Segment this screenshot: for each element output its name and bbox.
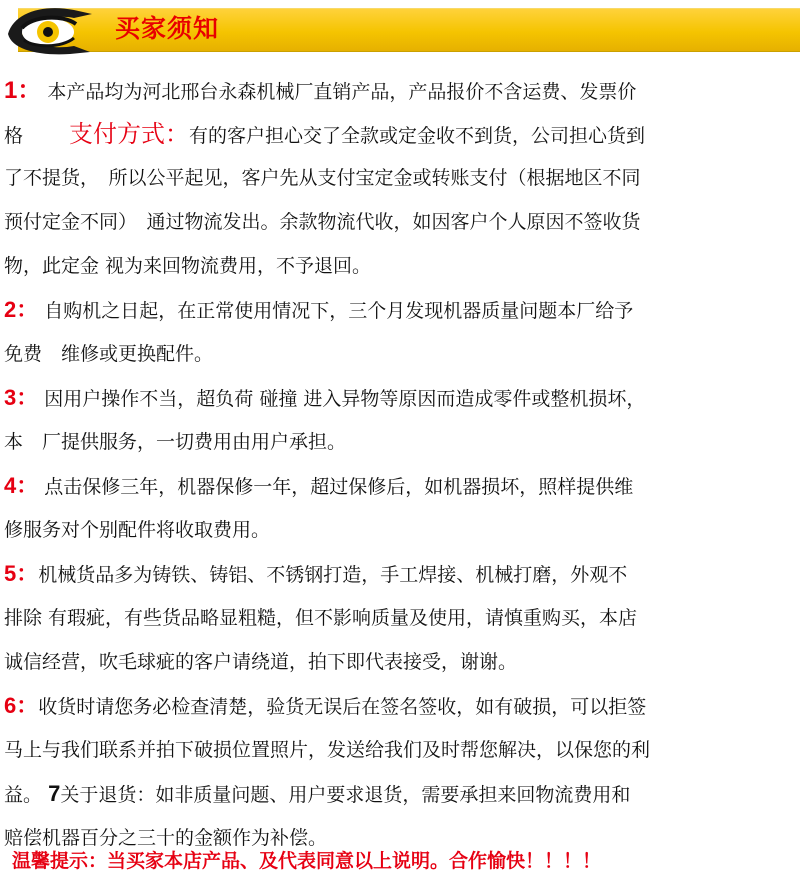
item-number-7: 7 xyxy=(48,781,61,806)
item-text: 自购机之日起，在正常使用情况下，三个月发现机器质量问题本厂给予 xyxy=(44,300,634,322)
notice-item-6-line-1 xyxy=(4,684,794,728)
notice-item-1-line-1 xyxy=(4,70,794,112)
page-title: 买家须知 xyxy=(115,14,220,43)
item-text: 有的客户担心交了全款或定金收不到货，公司担心货到 xyxy=(189,125,646,147)
item-number: 6： xyxy=(4,693,39,718)
warm-reminder-note: 温馨提示：当买家本店产品、及代表同意以上说明。合作愉快！！！！ xyxy=(12,850,602,872)
notice-item-4-line-2 xyxy=(4,508,794,552)
item-number: 2： xyxy=(4,297,39,322)
notice-item-3-line-2 xyxy=(4,420,794,464)
item-text: 本 厂提供服务，一切费用由用户承担。 xyxy=(4,431,347,453)
item-text: 益。 xyxy=(4,784,43,806)
item-text: 赔偿机器百分之三十的金额作为补偿。 xyxy=(4,827,328,849)
item-number: 1： xyxy=(4,77,42,104)
payment-method-label: 支付方式： xyxy=(69,120,190,148)
item-text: 排除 有瑕疵，有些货品略显粗糙，但不影响质量及使用，请慎重购买，本店 xyxy=(4,607,638,629)
notice-item-1-line-5 xyxy=(4,244,794,288)
item-number: 4： xyxy=(4,473,39,498)
item-text: 本产品均为河北邢台永森机械厂直销产品，产品报价不含运费、发票价 xyxy=(47,81,637,103)
item-text: 点击保修三年，机器保修一年，超过保修后，如机器损坏，照样提供维 xyxy=(44,476,634,498)
notice-item-1-line-3 xyxy=(4,156,794,200)
notice-item-2-line-2 xyxy=(4,332,794,376)
item-text: 诚信经营，吹毛球疵的客户请绕道，拍下即代表接受，谢谢。 xyxy=(4,651,518,673)
eye-logo-icon xyxy=(4,4,96,56)
item-text: 免费 维修或更换配件。 xyxy=(4,343,214,365)
notice-item-5-line-3 xyxy=(4,640,794,684)
notice-item-4-line-1 xyxy=(4,464,794,508)
notice-item-2-line-1 xyxy=(4,288,794,332)
item-text: 因用户操作不当，超负荷 碰撞 进入异物等原因而造成零件或整机损坏， xyxy=(44,388,646,410)
notice-item-3-line-1 xyxy=(4,376,794,420)
item-text: 关于退货：如非质量问题、用户要求退货，需要承担来回物流费用和 xyxy=(60,784,631,806)
item-text: 格 xyxy=(4,125,24,147)
notice-item-5-line-1 xyxy=(4,552,794,596)
item-text: 物，此定金 视为来回物流费用，不予退回。 xyxy=(4,255,372,277)
item-text: 机械货品多为铸铁、铸铝、不锈钢打造，手工焊接、机械打磨，外观不 xyxy=(38,564,628,586)
notice-item-6-line-3 xyxy=(4,772,794,816)
notice-item-5-line-2 xyxy=(4,596,794,640)
notice-item-6-line-2 xyxy=(4,728,794,772)
item-text: 马上与我们联系并拍下破损位置照片，发送给我们及时帮您解决，以保您的利 xyxy=(4,739,651,761)
item-number: 3： xyxy=(4,385,39,410)
notice-item-1-line-4 xyxy=(4,200,794,244)
item-text: 收货时请您务必检查清楚，验货无误后在签名签收，如有破损，可以拒签 xyxy=(38,696,647,718)
buyer-notice-body xyxy=(4,70,794,860)
item-text: 预付定金不同） 通过物流发出。余款物流代收，如因客户个人原因不签收货 xyxy=(4,211,641,233)
item-text: 修服务对个别配件将收取费用。 xyxy=(4,519,271,541)
notice-item-1-line-2 xyxy=(4,112,794,156)
item-text: 了不提货， 所以公平起见，客户先从支付宝定金或转账支付（根据地区不同 xyxy=(4,167,641,189)
header-banner xyxy=(0,4,800,56)
item-number: 5： xyxy=(4,561,39,586)
